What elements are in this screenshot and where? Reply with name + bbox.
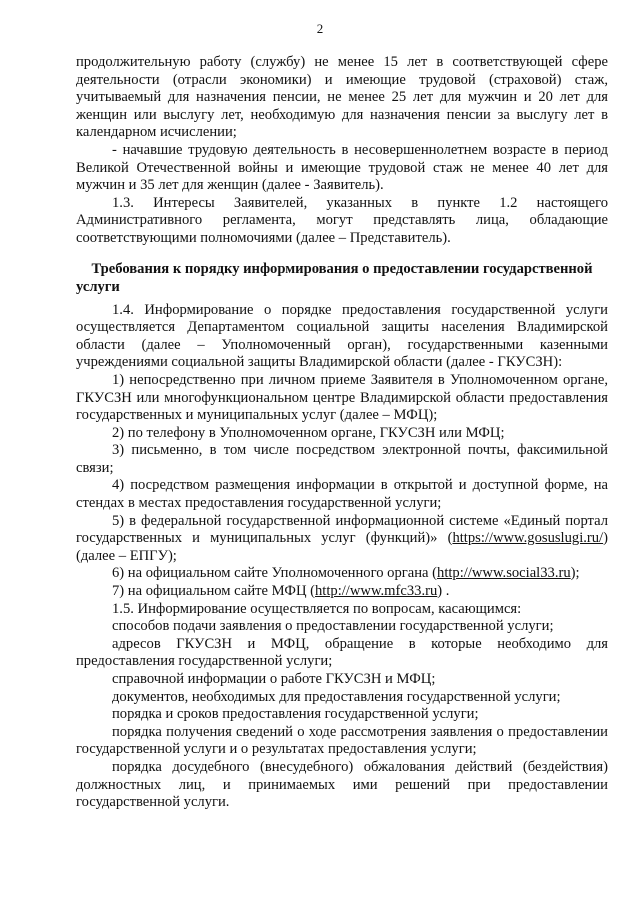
gosuslugi-link[interactable]: https://www.gosuslugi.ru/ (452, 530, 604, 547)
social33-link[interactable]: http://www.social33.ru (437, 565, 571, 582)
mfc33-link[interactable]: http://www.mfc33.ru (315, 583, 438, 600)
section-heading: Требования к порядку информирования о предоставлении государственной услуги (76, 260, 593, 295)
list-item-6-text: 6) на официальном сайте Уполномоченного органа ( (112, 565, 438, 582)
list-item-4: 4) посредством размещения информации в открытой и доступной форме, на стендах в местах предоставления государственной услуги; (76, 477, 608, 512)
list-item-5-text: 5) в федеральной государственной информационной системе «Единый портал государственных и муниципальных услуг (функций)» ( (76, 512, 608, 547)
list-item-7 (76, 583, 608, 601)
paragraph-1-3: 1.3. Интересы Заявителей, указанных в пункте 1.2 настоящего Административного регламента, могут представлять лица, обладающие соответствующими полномочиями (далее – Представитель). (76, 194, 608, 246)
list-item-1: 1) непосредственно при личном приеме Заявителя в Уполномоченном органе, ГКУСЗН или многофункциональном центре Владимирской области предоставления государственных и муниципальных услуг (далее – МФЦ); (76, 371, 608, 424)
page-number: 2 (316, 21, 324, 36)
topic-item-5: порядка и сроков предоставления государственной услуги; (112, 706, 479, 723)
topic-item-2: адресов ГКУСЗН и МФЦ, обращение в которые необходимо для предоставления государственной услуги; (76, 635, 608, 670)
topic-item-4: документов, необходимых для предоставления государственной услуги; (112, 688, 561, 705)
paragraph-1-5: 1.5. Информирование осуществляется по вопросам, касающимся: (112, 600, 522, 617)
topic-item-3: справочной информации о работе ГКУСЗН и МФЦ; (112, 671, 436, 687)
topic-item-6: порядка получения сведений о ходе рассмотрения заявления о предоставлении государственной услуги и о результатах предоставления услуги; (76, 723, 608, 758)
topic-item-7: порядка досудебного (внесудебного) обжалования действий (бездействия) должностных лиц, и принимаемых ими решений при предоставлении государственной услуги. (76, 758, 608, 811)
list-item-3: 3) письменно, в том числе посредством электронной почты, факсимильной связи; (76, 442, 608, 476)
list-item-7-tail: ) . (437, 583, 450, 600)
list-item-7-text: 7) на официальном сайте МФЦ ( (112, 583, 315, 600)
list-item-5 (76, 513, 608, 566)
document-body (76, 54, 608, 812)
paragraph-continuation: продолжительную работу (службу) не менее 15 лет в соответствующей сфере деятельности (отрасли экономики) и имеющие трудовой (страховой) стаж, учитываемый для назначения пенсии, не менее 25 лет для мужчин и 20 лет для женщин или выслугу лет, необходимую для назначения пенсии за выслугу лет в календарном исчислении; (76, 54, 608, 141)
list-item-2: 2) по телефону в Уполномоченном органе, ГКУСЗН или МФЦ; (112, 424, 505, 441)
list-item-6-tail: ); (570, 565, 580, 582)
paragraph-1-4: 1.4. Информирование о порядке предоставления государственной услуги осуществляется Департаментом социальной защиты населения Владимирской области (далее – Уполномоченный орган), государственными казенными учреждениями социальной защиты Владимирской области (далее - ГКУСЗН): (76, 301, 608, 371)
paragraph-wwii-workers: - начавшие трудовую деятельность в несовершеннолетнем возрасте в период Великой Отечественной войны и имеющие трудовой стаж не менее 40 лет для мужчин и 35 лет для женщин (далее - Заявитель). (76, 141, 608, 194)
list-item-5-tail: ) (далее – ЕПГУ); (76, 530, 608, 564)
topic-item-1: способов подачи заявления о предоставлении государственной услуги; (112, 618, 554, 635)
list-item-6 (76, 565, 608, 583)
